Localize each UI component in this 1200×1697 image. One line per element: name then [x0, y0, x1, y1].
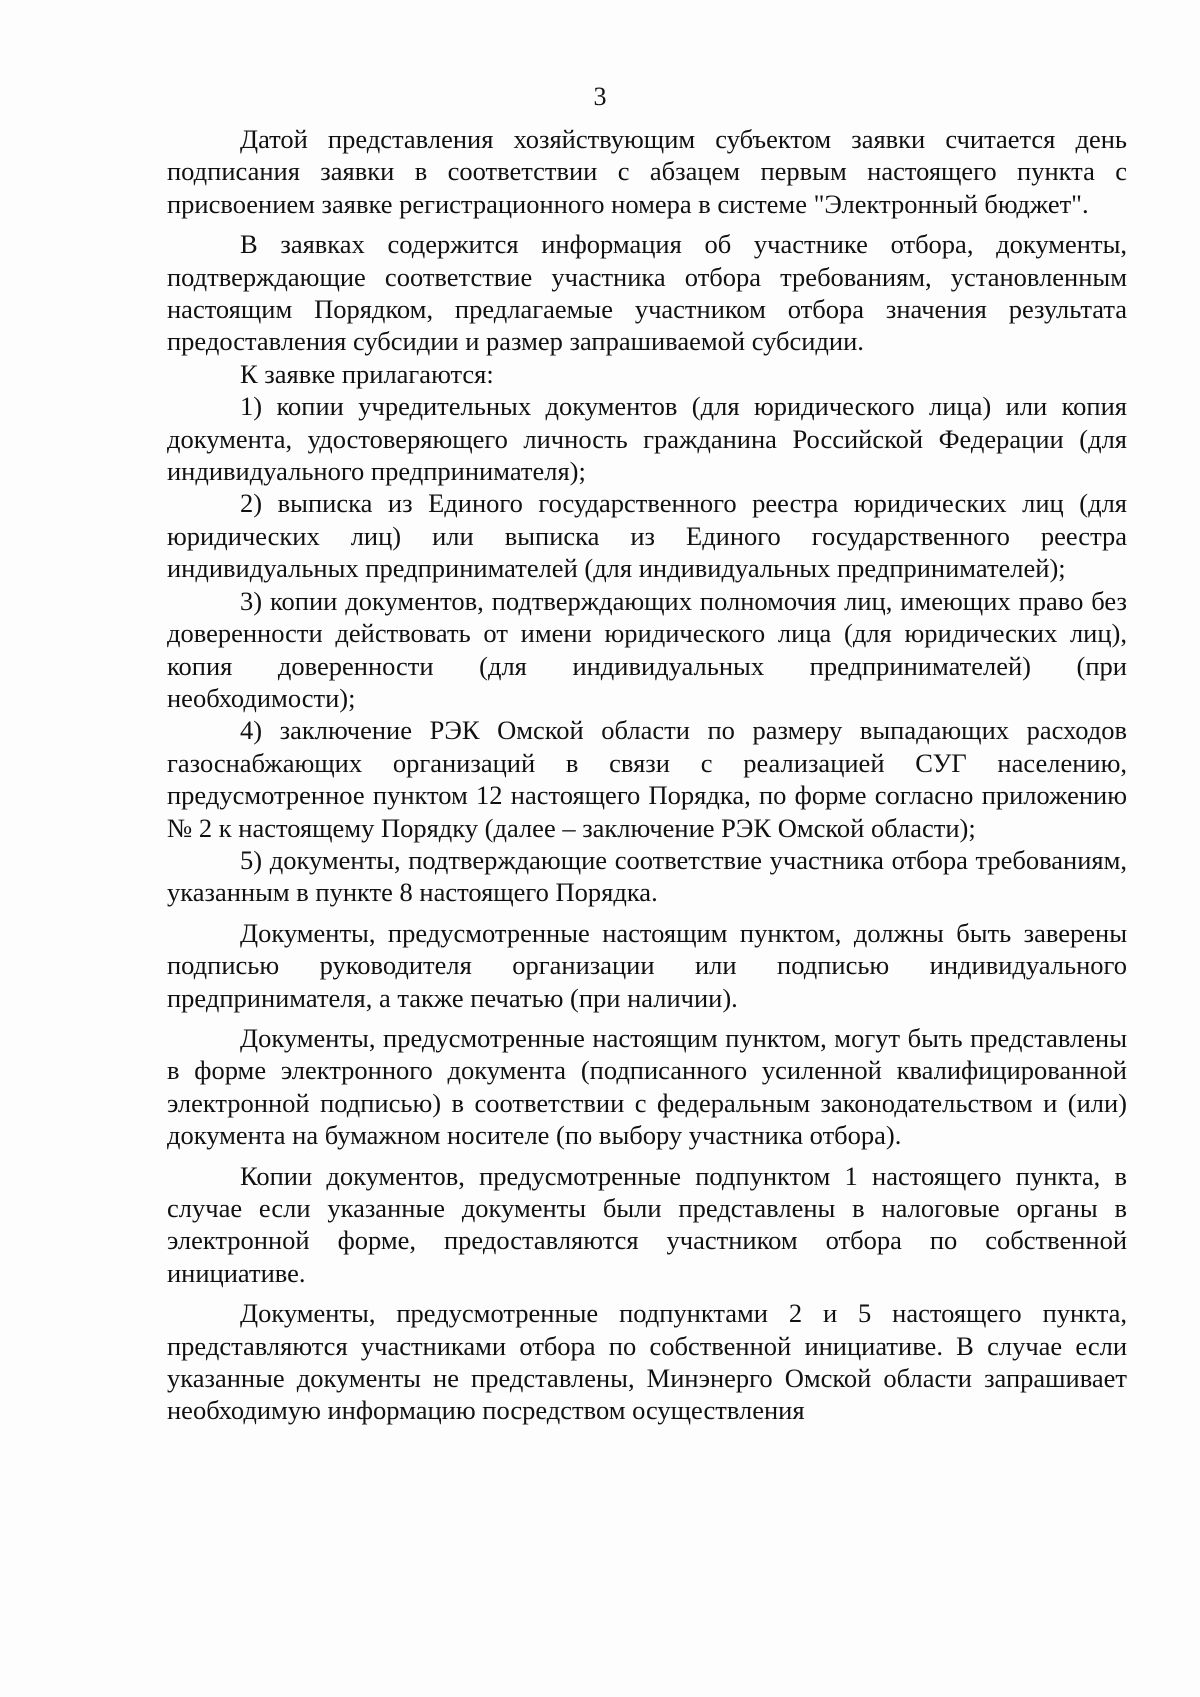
- paragraph-attachments-heading: К заявке прилагаются:: [240, 358, 494, 389]
- paragraph-certification: Документы, предусмотренные настоящим пунктом, должны быть заверены подписью руководителя организации или подписью индивидуального предпринимателя, а также печатью (при наличии).: [167, 917, 1127, 1013]
- list-item-1: 1) копии учредительных документов (для юридического лица) или копия документа, удостоверяющего личность гражданина Российской Федерации (для индивидуального предпринимателя);: [167, 391, 1127, 487]
- list-item-2: 2) выписка из Единого государственного реестра юридических лиц (для юридических лиц) или выписка из Единого государственного реестра индивидуальных предпринимателей (для индивидуальных предпринимателей);: [167, 488, 1127, 584]
- document-body: [167, 123, 1127, 1427]
- paragraph-tax-copies: Копии документов, предусмотренные подпунктом 1 настоящего пункта, в случае если указанные документы были представлены в налоговые органы в электронной форме, предоставляются участником отбора по собственной инициативе.: [167, 1160, 1127, 1288]
- list-item-3: 3) копии документов, подтверждающих полномочия лиц, имеющих право без доверенности действовать от имени юридического лица (для юридических лиц), копия доверенности (для индивидуальных предпринимателей) (при необходимости);: [167, 585, 1127, 713]
- paragraph-own-initiative: Документы, предусмотренные подпунктами 2 и 5 настоящего пункта, представляются участниками отбора по собственной инициативе. В случае если указанные документы не представлены, Минэнерго Омской области запрашивает необходимую информацию посредством осуществления: [167, 1298, 1127, 1426]
- list-item-5: 5) документы, подтверждающие соответствие участника отбора требованиям, указанным в пункте 8 настоящего Порядка.: [167, 844, 1127, 908]
- paragraph-submission-date: Датой представления хозяйствующим субъектом заявки считается день подписания заявки в соответствии с абзацем первым настоящего пункта с присвоением заявке регистрационного номера в системе "Электронный бюджет".: [167, 124, 1127, 219]
- paragraph-application-contents: В заявках содержится информация об участнике отбора, документы, подтверждающие соответствие участника отбора требованиям, установленным настоящим Порядком, предлагаемые участником отбора значения результата предоставления субсидии и размер запрашиваемой субсидии.: [167, 229, 1127, 357]
- list-item-4: 4) заключение РЭК Омской области по размеру выпадающих расходов газоснабжающих организаций в связи с реализацией СУГ населению, предусмотренное пунктом 12 настоящего Порядка, по форме согласно приложению № 2 к настоящему Порядку (далее – заключение РЭК Омской области);: [167, 715, 1127, 843]
- paragraph-electronic-form: Документы, предусмотренные настоящим пунктом, могут быть представлены в форме электронного документа (подписанного усиленной квалифицированной электронной подписью) в соответствии с федеральным законодательством и (или) документа на бумажном носителе (по выбору участника отбора).: [167, 1022, 1127, 1151]
- page-number: 3: [593, 82, 607, 111]
